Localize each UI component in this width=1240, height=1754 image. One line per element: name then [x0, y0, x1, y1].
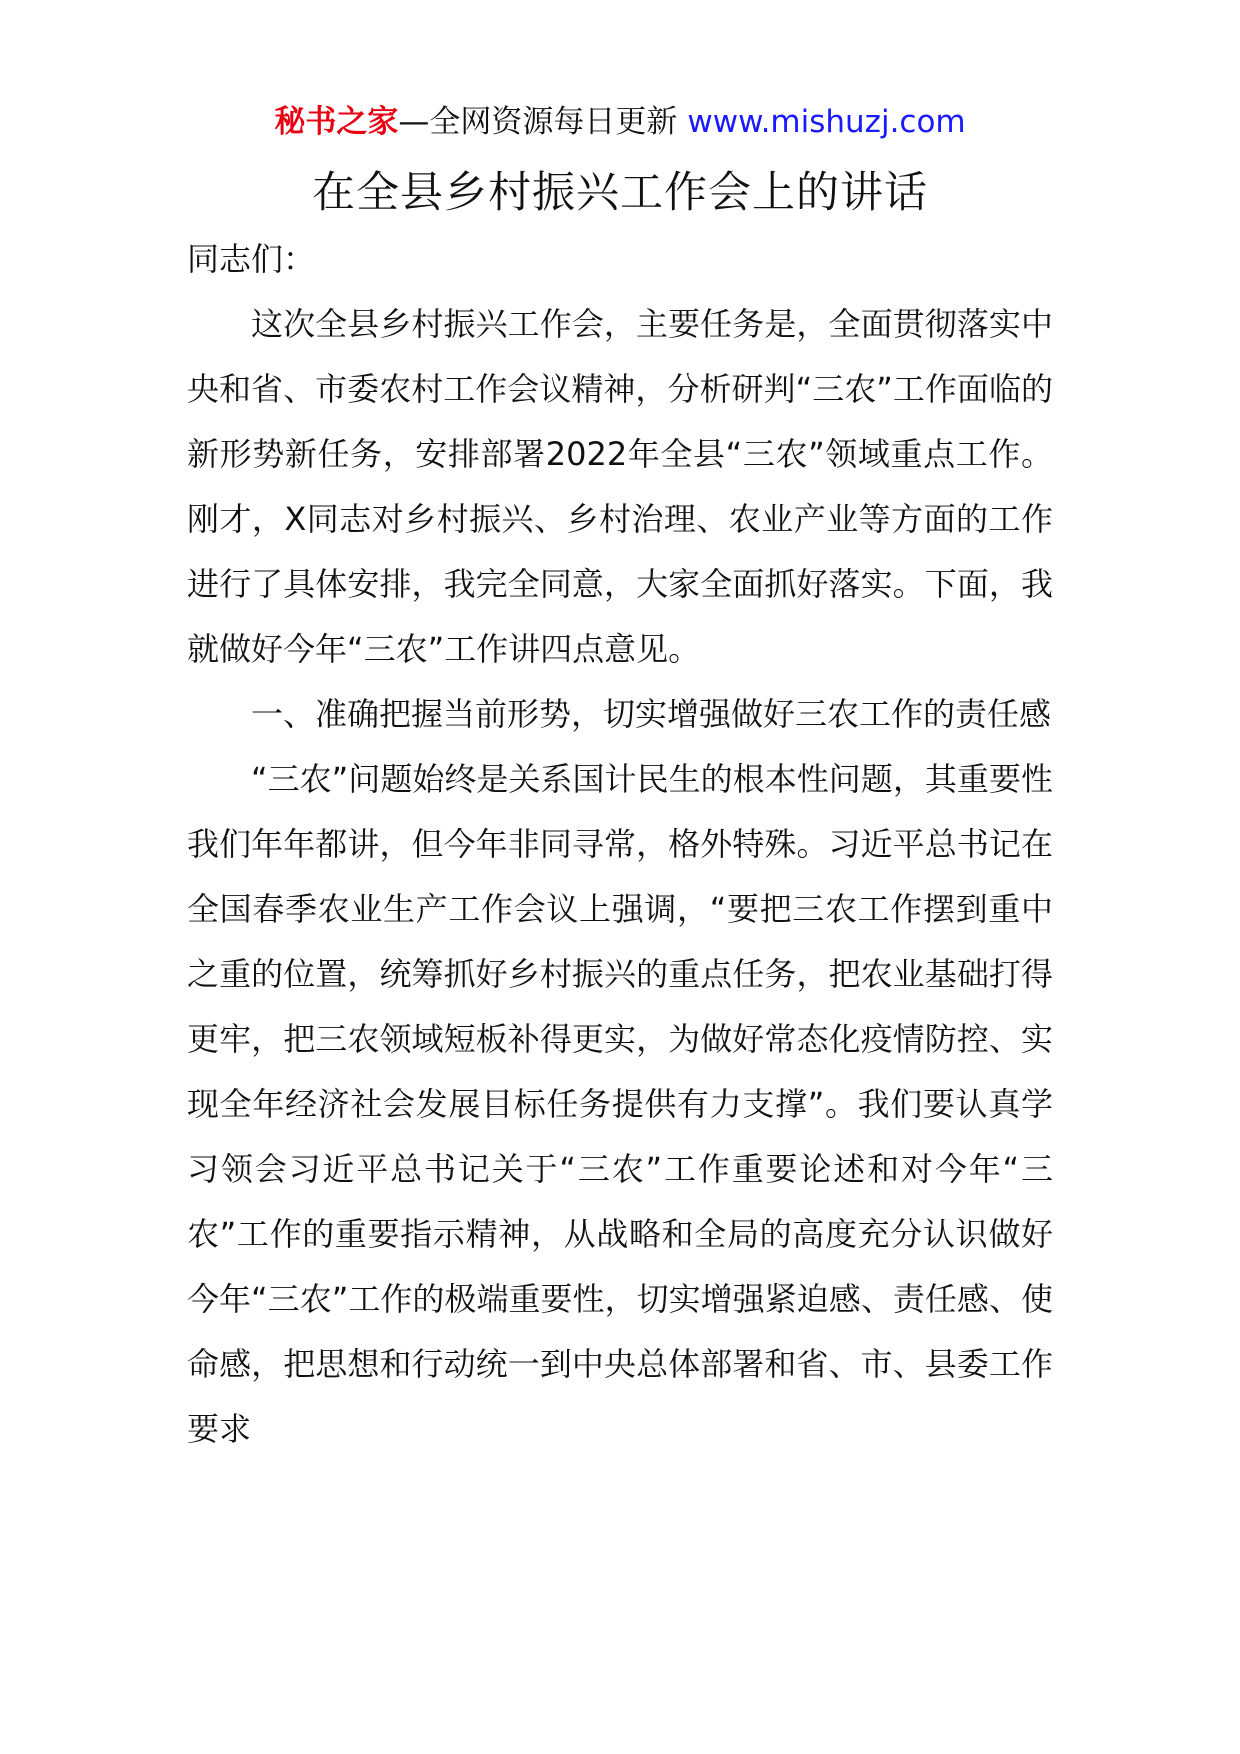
- site-url-link[interactable]: www.mishuzj.com: [687, 104, 966, 140]
- header-tagline: —全网资源每日更新: [398, 104, 678, 140]
- brand-name: 秘书之家: [274, 104, 399, 140]
- salutation: 同志们：: [187, 240, 316, 278]
- paragraph-section-1: “三农”问题始终是关系国计民生的根本性问题，其重要性我们年年都讲，但今年非同寻常，格外特殊。习近平总书记在全国春季农业生产工作会议上强调，“要把三农工作摆到重中之重的位置，统筹抓好乡村振兴的重点任务，把农业基础打得更牢，把三农领域短板补得更实，为做好常态化疫情防控、实现全年经济社会发展目标任务提供有力支撑”。我们要认真学习领会习近平总书记关于“三农”工作重要论述和对今年“三农”工作的重要指示精神，从战略和全局的高度充分认识做好今年“三农”工作的极端重要性，切实增强紧迫感、责任感、使命感，把思想和行动统一到中央总体部署和省、市、县委工作要求: [187, 760, 1053, 1448]
- document-title: 在全县乡村振兴工作会上的讲话: [312, 168, 928, 218]
- document-body: [187, 227, 1053, 1462]
- section-heading-1: 一、准确把握当前形势，切实增强做好三农工作的责任感: [251, 695, 1052, 733]
- paragraph-intro: 这次全县乡村振兴工作会，主要任务是，全面贯彻落实中央和省、市委农村工作会议精神，分析研判“三农”工作面临的新形势新任务，安排部署2022年全县“三农”领域重点工作。刚才，X同志对乡村振兴、乡村治理、农业产业等方面的工作进行了具体安排，我完全同意，大家全面抓好落实。下面，我就做好今年“三农”工作讲四点意见。: [187, 305, 1053, 668]
- site-header: [0, 102, 1240, 142]
